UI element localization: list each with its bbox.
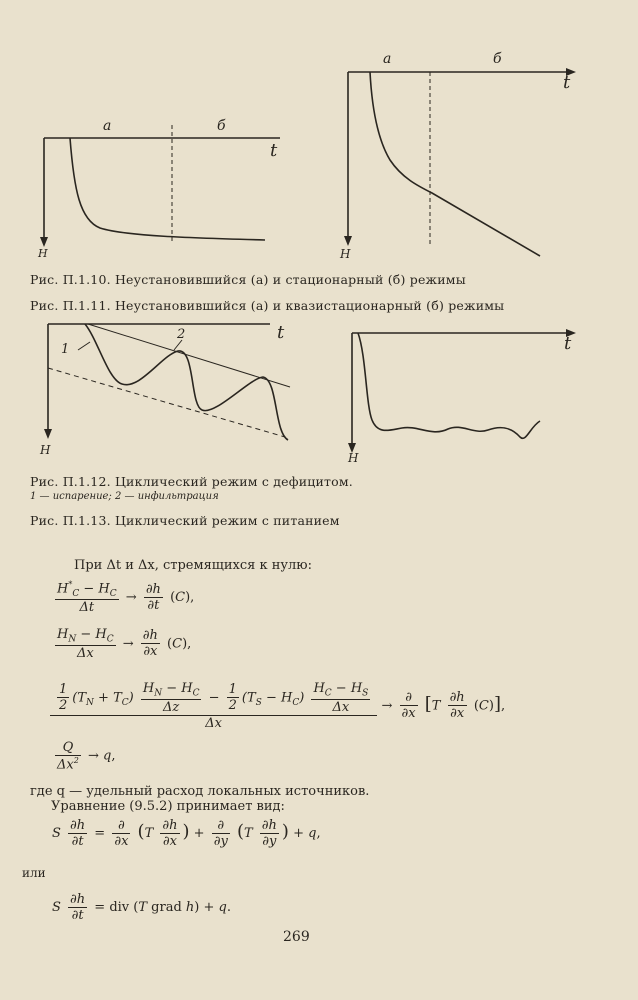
fig2-label-b: б bbox=[493, 51, 502, 67]
intro-text: При Δt и Δx, стремящихся к нулю: bbox=[74, 558, 313, 573]
caption-p1-12: Рис. П.1.12. Циклический режим с дефицитом. bbox=[30, 474, 353, 489]
limit-eq-2: $\frac{H_N - H_C}{\Delta x}$ → $\frac{\partial h}{\partial x}$ (C), bbox=[57, 627, 192, 661]
page-number: 269 bbox=[283, 929, 310, 945]
fig4-t-axis-label: t bbox=[564, 333, 572, 354]
fig2-h-axis-label: H bbox=[340, 247, 351, 261]
fig1-label-b: б bbox=[217, 118, 226, 134]
fig3-h-axis-label: H bbox=[40, 443, 51, 457]
limit-eq-3: $\frac{1}{2}$ $(T_N + T_C)$ $\frac{H_N - H_C}{\Delta z}$ − $\frac{1}{2}$ $(T_S - H_C)$ $\frac{H_C - H_S}{\Delta x}$ Δx → $\frac{\partial}{\partial x}$ [T $\frac{\partial h}{\partial x}$ (C)], bbox=[50, 681, 505, 731]
equation-main: S $\frac{\partial h}{\partial t}$ = $\frac{\partial}{\partial x}$ (T $\frac{\partial h}{\partial x}$ ) + $\frac{\partial}{\partial y}$ (T $\frac{\partial h}{\partial y}$ ) + q, bbox=[52, 818, 321, 849]
fig3-t-axis-label: t bbox=[277, 322, 285, 343]
q-definition-text: где q — удельный расход локальных источников. bbox=[30, 784, 370, 799]
fig3-curve-2-label: 2 bbox=[177, 327, 186, 342]
figure-p1-10-left bbox=[30, 110, 290, 260]
limit-eq-4: $\frac{Q}{\Delta x^2}$ → q, bbox=[57, 740, 116, 773]
equation-reference-text: Уравнение (9.5.2) принимает вид: bbox=[51, 799, 285, 814]
equation-div-form: S $\frac{\partial h}{\partial t}$ = div (T grad h) + q. bbox=[52, 892, 232, 923]
fig2-t-axis-label: t bbox=[563, 72, 571, 93]
fig3-curve-1-label: 1 bbox=[61, 342, 70, 357]
or-text: или bbox=[22, 866, 46, 880]
figure-p1-12 bbox=[30, 320, 300, 460]
fig4-h-axis-label: H bbox=[348, 451, 359, 465]
caption-p1-12-note: 1 — испарение; 2 — инфильтрация bbox=[30, 491, 219, 502]
fig1-t-axis-label: t bbox=[270, 140, 278, 161]
fig1-h-axis-label: H bbox=[38, 247, 48, 260]
figure-p1-13 bbox=[340, 325, 580, 455]
figure-p1-10-right bbox=[340, 60, 580, 260]
caption-p1-10: Рис. П.1.10. Неустановившийся (а) и стационарный (б) режимы bbox=[30, 272, 466, 287]
fig2-label-a: a bbox=[383, 51, 392, 67]
caption-p1-11: Рис. П.1.11. Неустановившийся (а) и квазистационарный (б) режимы bbox=[30, 298, 505, 313]
limit-eq-1: $\frac{H^*_C - H_C}{\Delta t}$ → $\frac{\partial h}{\partial t}$ (C), bbox=[57, 580, 195, 615]
caption-p1-13: Рис. П.1.13. Циклический режим с питанием bbox=[30, 513, 340, 528]
fig1-label-a: a bbox=[103, 118, 112, 134]
